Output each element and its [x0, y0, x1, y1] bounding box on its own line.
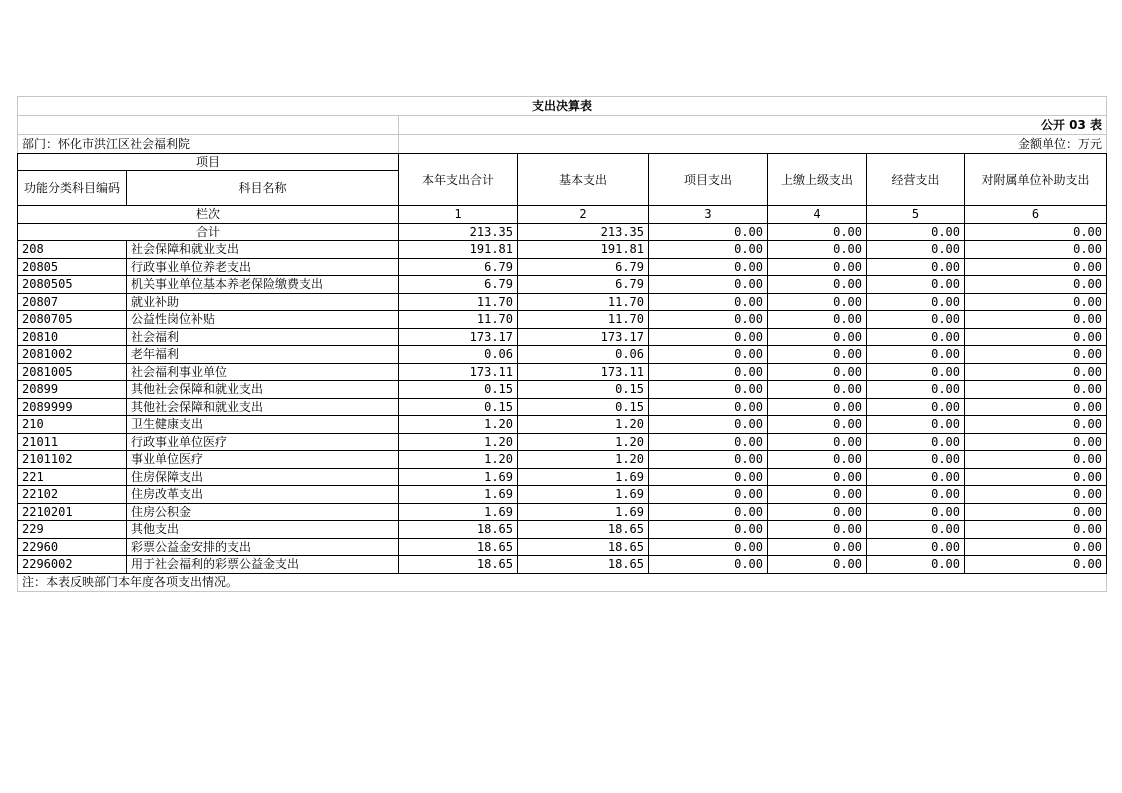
amount-cell: 0.00: [768, 293, 867, 311]
amount-cell: 173.11: [518, 363, 649, 381]
amount-cell: 0.00: [867, 433, 965, 451]
amount-cell: 0.00: [768, 521, 867, 539]
amount-cell: 1.20: [518, 433, 649, 451]
subject-code: 210: [18, 416, 127, 434]
amount-cell: 1.69: [518, 468, 649, 486]
table-row: [18, 433, 1107, 451]
amount-cell: 0.00: [965, 556, 1107, 574]
amount-cell: 0.00: [649, 398, 768, 416]
amount-cell: 0.00: [649, 381, 768, 399]
amount-cell: 173.17: [399, 328, 518, 346]
amount-cell: 0.00: [649, 258, 768, 276]
table-note: 注：本表反映部门本年度各项支出情况。: [18, 573, 1107, 591]
subject-code: 221: [18, 468, 127, 486]
subject-code: 20810: [18, 328, 127, 346]
amount-cell: 0.00: [867, 258, 965, 276]
amount-cell: 1.20: [399, 433, 518, 451]
amount-cell: 1.20: [518, 416, 649, 434]
amount-cell: 0.00: [768, 381, 867, 399]
subject-name: 就业补助: [127, 293, 399, 311]
table-row: [18, 468, 1107, 486]
total-label: 合计: [18, 223, 399, 241]
amount-cell: 0.00: [768, 241, 867, 259]
amount-cell: 0.15: [399, 381, 518, 399]
subject-code: 2080505: [18, 276, 127, 294]
table-row: [18, 416, 1107, 434]
total-value: 0.00: [965, 223, 1107, 241]
amount-cell: 0.00: [867, 311, 965, 329]
amount-cell: 1.69: [399, 503, 518, 521]
col-header-upper: 上缴上级支出: [768, 154, 867, 206]
subject-name: 其他社会保障和就业支出: [127, 398, 399, 416]
amount-cell: 11.70: [399, 311, 518, 329]
amount-cell: 0.00: [768, 311, 867, 329]
amount-cell: 191.81: [518, 241, 649, 259]
table-row: [18, 311, 1107, 329]
total-value: 213.35: [399, 223, 518, 241]
amount-cell: 0.00: [768, 276, 867, 294]
amount-cell: 18.65: [399, 538, 518, 556]
amount-cell: 173.11: [399, 363, 518, 381]
amount-cell: 0.00: [649, 556, 768, 574]
amount-cell: 18.65: [518, 521, 649, 539]
col-header-business: 经营支出: [867, 154, 965, 206]
column-index-4: 4: [768, 206, 867, 224]
amount-cell: 0.00: [965, 311, 1107, 329]
amount-cell: 0.00: [965, 468, 1107, 486]
amount-cell: 0.00: [965, 486, 1107, 504]
table-row: [18, 293, 1107, 311]
amount-cell: 0.00: [965, 538, 1107, 556]
table-row: [18, 486, 1107, 504]
subject-name: 住房改革支出: [127, 486, 399, 504]
amount-cell: 0.00: [867, 276, 965, 294]
amount-cell: 0.00: [649, 311, 768, 329]
amount-cell: 0.00: [649, 433, 768, 451]
subject-name: 社会福利事业单位: [127, 363, 399, 381]
amount-cell: 0.00: [867, 241, 965, 259]
subject-code: 2081002: [18, 346, 127, 364]
table-row: [18, 538, 1107, 556]
amount-cell: 0.00: [768, 538, 867, 556]
amount-cell: 0.00: [649, 416, 768, 434]
subject-name: 住房公积金: [127, 503, 399, 521]
amount-cell: 0.00: [867, 503, 965, 521]
subject-name: 卫生健康支出: [127, 416, 399, 434]
amount-cell: 0.00: [649, 503, 768, 521]
subject-name: 用于社会福利的彩票公益金支出: [127, 556, 399, 574]
subject-name: 公益性岗位补贴: [127, 311, 399, 329]
amount-cell: 0.00: [965, 433, 1107, 451]
amount-cell: 0.15: [399, 398, 518, 416]
subject-code: 2296002: [18, 556, 127, 574]
table-code: 公开 03 表: [399, 116, 1107, 135]
subject-name: 彩票公益金安排的支出: [127, 538, 399, 556]
table-row: [18, 241, 1107, 259]
column-index-6: 6: [965, 206, 1107, 224]
subject-name-header: 科目名称: [127, 171, 399, 206]
amount-cell: 0.00: [867, 328, 965, 346]
amount-cell: 1.69: [518, 503, 649, 521]
amount-cell: 18.65: [399, 556, 518, 574]
amount-cell: 0.00: [867, 521, 965, 539]
subject-code: 229: [18, 521, 127, 539]
amount-cell: 0.00: [965, 451, 1107, 469]
amount-cell: 1.69: [399, 468, 518, 486]
subject-name: 社会福利: [127, 328, 399, 346]
amount-cell: 0.00: [867, 451, 965, 469]
total-value: 0.00: [867, 223, 965, 241]
subject-name: 社会保障和就业支出: [127, 241, 399, 259]
amount-cell: 0.00: [649, 468, 768, 486]
col-header-project: 项目支出: [649, 154, 768, 206]
amount-cell: 0.00: [965, 416, 1107, 434]
amount-cell: 0.00: [867, 398, 965, 416]
amount-cell: 0.00: [649, 276, 768, 294]
col-header-subsidy: 对附属单位补助支出: [965, 154, 1107, 206]
subject-name: 其他社会保障和就业支出: [127, 381, 399, 399]
subject-code: 22960: [18, 538, 127, 556]
amount-cell: 0.00: [768, 486, 867, 504]
column-index-5: 5: [867, 206, 965, 224]
table-row: [18, 398, 1107, 416]
unit-label: 金额单位：万元: [399, 135, 1107, 154]
amount-cell: 0.00: [965, 381, 1107, 399]
amount-cell: 0.00: [649, 538, 768, 556]
subject-name: 行政事业单位养老支出: [127, 258, 399, 276]
amount-cell: 0.06: [518, 346, 649, 364]
amount-cell: 1.20: [399, 416, 518, 434]
amount-cell: 0.00: [768, 363, 867, 381]
total-value: 0.00: [649, 223, 768, 241]
amount-cell: 0.00: [768, 468, 867, 486]
amount-cell: 0.00: [649, 486, 768, 504]
amount-cell: 0.00: [965, 521, 1107, 539]
table-row: [18, 328, 1107, 346]
amount-cell: 0.00: [649, 328, 768, 346]
amount-cell: 0.00: [649, 451, 768, 469]
amount-cell: 0.15: [518, 398, 649, 416]
amount-cell: 0.00: [867, 538, 965, 556]
amount-cell: 0.00: [867, 293, 965, 311]
amount-cell: 0.00: [649, 293, 768, 311]
amount-cell: 173.17: [518, 328, 649, 346]
col-header-basic: 基本支出: [518, 154, 649, 206]
subject-code: 20899: [18, 381, 127, 399]
table-row: [18, 363, 1107, 381]
amount-cell: 11.70: [399, 293, 518, 311]
amount-cell: 18.65: [399, 521, 518, 539]
amount-cell: 0.00: [965, 503, 1107, 521]
table-title: 支出决算表: [18, 97, 1107, 116]
amount-cell: 0.00: [867, 486, 965, 504]
subject-name: 机关事业单位基本养老保险缴费支出: [127, 276, 399, 294]
amount-cell: 0.00: [965, 293, 1107, 311]
subject-code: 2080705: [18, 311, 127, 329]
total-value: 0.00: [768, 223, 867, 241]
table-row: [18, 276, 1107, 294]
expenditure-table: [17, 96, 1107, 592]
amount-cell: 11.70: [518, 293, 649, 311]
table-row: [18, 381, 1107, 399]
amount-cell: 0.00: [649, 521, 768, 539]
column-index-2: 2: [518, 206, 649, 224]
subject-code: 2089999: [18, 398, 127, 416]
amount-cell: 0.00: [965, 346, 1107, 364]
subject-code: 2081005: [18, 363, 127, 381]
amount-cell: 0.00: [649, 363, 768, 381]
amount-cell: 18.65: [518, 538, 649, 556]
table-row: [18, 451, 1107, 469]
amount-cell: 0.00: [965, 363, 1107, 381]
column-index-label: 栏次: [18, 206, 399, 224]
amount-cell: 0.00: [867, 381, 965, 399]
amount-cell: 0.00: [649, 346, 768, 364]
table-row: [18, 503, 1107, 521]
amount-cell: 0.00: [768, 328, 867, 346]
amount-cell: 0.06: [399, 346, 518, 364]
amount-cell: 0.00: [867, 346, 965, 364]
amount-cell: 18.65: [518, 556, 649, 574]
amount-cell: 0.00: [965, 241, 1107, 259]
amount-cell: 1.69: [518, 486, 649, 504]
amount-cell: 191.81: [399, 241, 518, 259]
amount-cell: 6.79: [399, 276, 518, 294]
amount-cell: 0.00: [768, 398, 867, 416]
func-code-header: 功能分类科目编码: [18, 171, 127, 206]
table-row: [18, 258, 1107, 276]
subject-code: 20805: [18, 258, 127, 276]
amount-cell: 6.79: [399, 258, 518, 276]
col-header-total: 本年支出合计: [399, 154, 518, 206]
subject-name: 事业单位医疗: [127, 451, 399, 469]
subject-name: 住房保障支出: [127, 468, 399, 486]
total-value: 213.35: [518, 223, 649, 241]
amount-cell: 0.00: [965, 276, 1107, 294]
amount-cell: 0.15: [518, 381, 649, 399]
amount-cell: 0.00: [965, 258, 1107, 276]
column-index-3: 3: [649, 206, 768, 224]
amount-cell: 1.20: [399, 451, 518, 469]
amount-cell: 0.00: [867, 468, 965, 486]
amount-cell: 0.00: [768, 433, 867, 451]
amount-cell: 0.00: [768, 556, 867, 574]
amount-cell: 0.00: [965, 328, 1107, 346]
amount-cell: 0.00: [867, 556, 965, 574]
table-row: [18, 521, 1107, 539]
subject-name: 老年福利: [127, 346, 399, 364]
project-header: 项目: [18, 154, 399, 171]
subject-code: 208: [18, 241, 127, 259]
subject-code: 2101102: [18, 451, 127, 469]
amount-cell: 0.00: [768, 416, 867, 434]
amount-cell: 0.00: [867, 363, 965, 381]
amount-cell: 0.00: [867, 416, 965, 434]
amount-cell: 0.00: [965, 398, 1107, 416]
subject-code: 20807: [18, 293, 127, 311]
amount-cell: 0.00: [768, 451, 867, 469]
subject-code: 2210201: [18, 503, 127, 521]
amount-cell: 0.00: [768, 346, 867, 364]
subject-name: 行政事业单位医疗: [127, 433, 399, 451]
column-index-1: 1: [399, 206, 518, 224]
table-row: [18, 556, 1107, 574]
blank-cell: [18, 116, 399, 135]
amount-cell: 1.20: [518, 451, 649, 469]
department-label: 部门：怀化市洪江区社会福利院: [18, 135, 399, 154]
amount-cell: 1.69: [399, 486, 518, 504]
subject-code: 22102: [18, 486, 127, 504]
amount-cell: 6.79: [518, 258, 649, 276]
subject-code: 21011: [18, 433, 127, 451]
amount-cell: 0.00: [768, 503, 867, 521]
amount-cell: 11.70: [518, 311, 649, 329]
amount-cell: 6.79: [518, 276, 649, 294]
amount-cell: 0.00: [649, 241, 768, 259]
table-row: [18, 346, 1107, 364]
subject-name: 其他支出: [127, 521, 399, 539]
amount-cell: 0.00: [768, 258, 867, 276]
